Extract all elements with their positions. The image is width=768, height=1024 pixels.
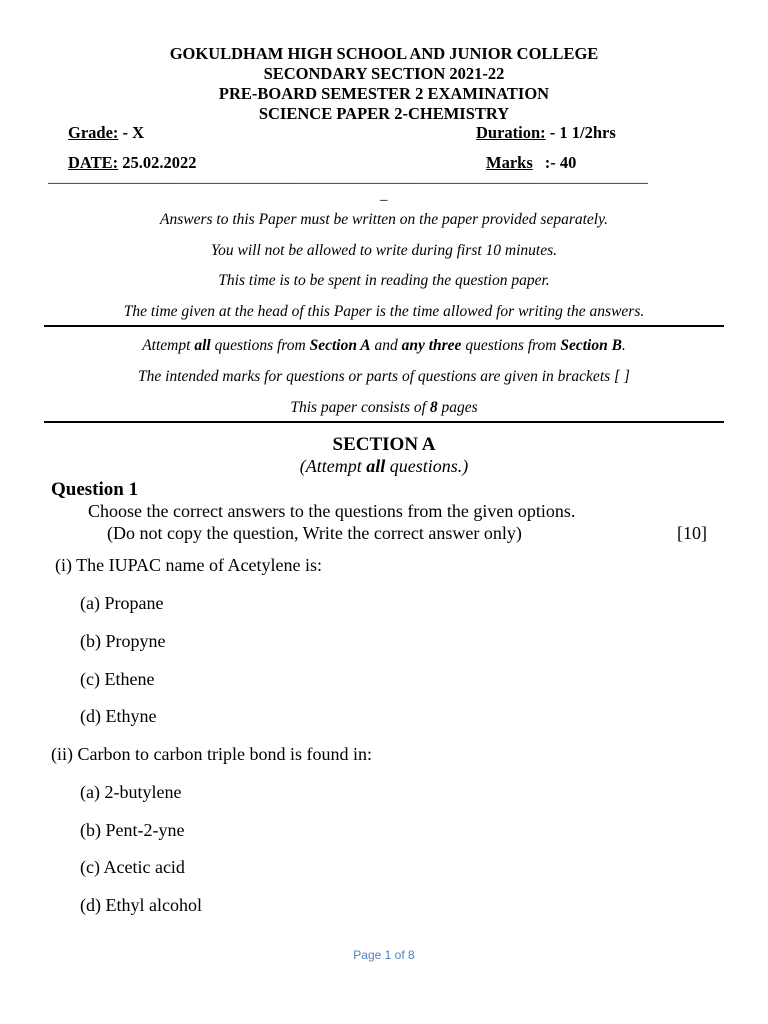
divider-line: ________________________________________________________________________________	[48, 170, 648, 186]
paper-title: SCIENCE PAPER 2-CHEMISTRY	[258, 104, 510, 123]
section-a-title: SECTION A	[332, 434, 436, 455]
section-a-subtitle: (Attempt all questions.)	[299, 456, 469, 476]
instruction-line: This time is to be spent in reading the question paper.	[218, 272, 550, 289]
school-name: GOKULDHAM HIGH SCHOOL AND JUNIOR COLLEGE	[169, 44, 599, 63]
question-1-title: Question 1	[51, 479, 139, 500]
duration-field	[476, 123, 616, 143]
grade-label: Grade:	[68, 123, 119, 142]
instruction-line: The time given at the head of this Paper is the time allowed for writing the answers.	[123, 303, 645, 320]
instruction-line: Answers to this Paper must be written on the paper provided separately.	[159, 211, 609, 228]
date-value: 25.02.2022	[118, 153, 197, 172]
duration-value: - 1 1/2hrs	[545, 123, 616, 142]
page-number: Page 1 of 8	[353, 948, 415, 962]
question-1-instruction: Choose the correct answers to the questions from the given options.	[88, 501, 576, 521]
option-item: (d) Ethyl alcohol	[80, 895, 202, 915]
date-label: DATE:	[68, 153, 119, 172]
marks-label: Marks	[486, 153, 533, 172]
option-item: (c) Ethene	[80, 669, 155, 689]
grade-field	[68, 123, 144, 143]
duration-label: Duration:	[476, 123, 546, 142]
option-item: (b) Propyne	[80, 631, 166, 651]
marks-instruction: The intended marks for questions or parts of questions are given in brackets [ ]	[138, 368, 630, 385]
exam-title: PRE-BOARD SEMESTER 2 EXAMINATION	[218, 84, 550, 103]
option-item: (a) Propane	[80, 593, 164, 613]
option-item: (d) Ethyne	[80, 706, 157, 726]
question-ii-stem: (ii) Carbon to carbon triple bond is found in:	[51, 744, 372, 764]
question-1-note: (Do not copy the question, Write the correct answer only)	[107, 523, 522, 543]
option-item: (c) Acetic acid	[80, 857, 185, 877]
option-item: (b) Pent-2-yne	[80, 820, 185, 840]
question-i-stem: (i) The IUPAC name of Acetylene is:	[55, 555, 322, 575]
horizontal-rule	[44, 325, 724, 327]
marks-value: :- 40	[544, 153, 577, 172]
pages-instruction: This paper consists of 8 pages	[290, 399, 478, 416]
instruction-line: You will not be allowed to write during first 10 minutes.	[210, 242, 558, 259]
divider-tail: _	[380, 187, 388, 203]
grade-value: - X	[118, 123, 145, 142]
question-1-marks: [10]	[677, 523, 707, 543]
attempt-instruction: Attempt all questions from Section A and any three questions from Section B.	[142, 337, 626, 354]
horizontal-rule	[44, 421, 724, 423]
section-title: SECONDARY SECTION 2021-22	[263, 64, 505, 83]
option-item: (a) 2-butylene	[80, 782, 182, 802]
